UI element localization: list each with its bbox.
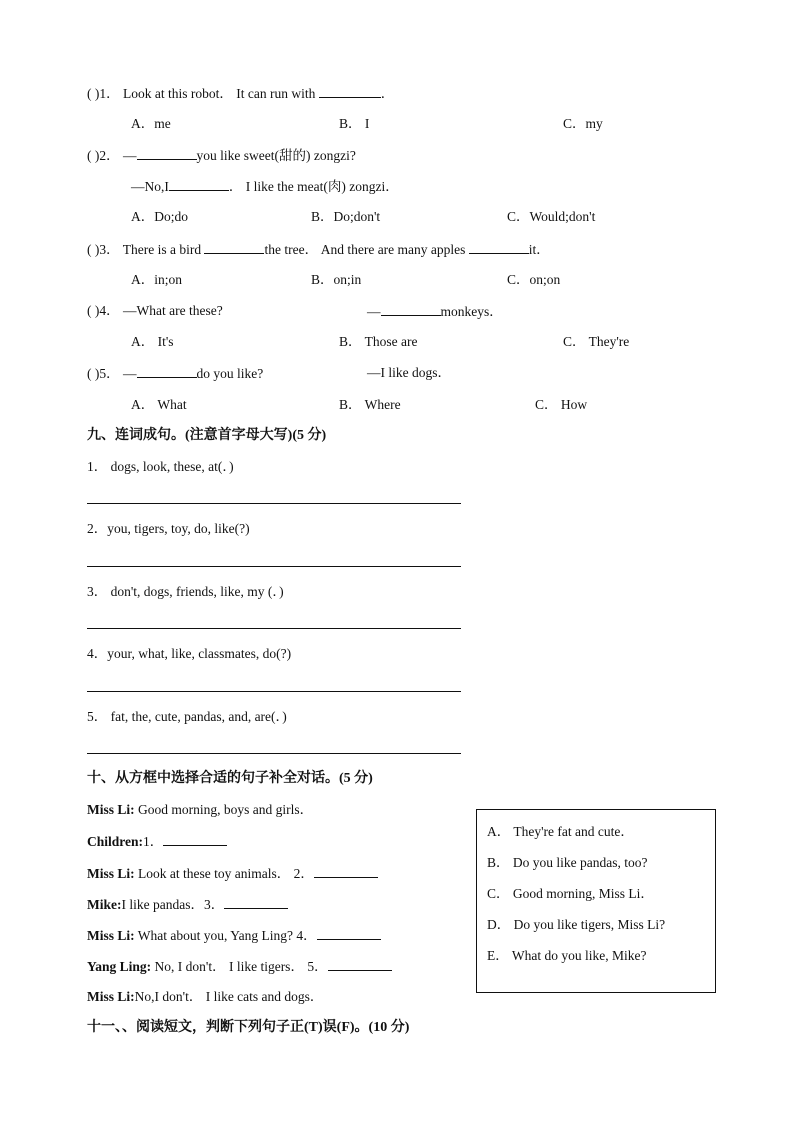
section-11-title: 十一、、阅读短文，判断下列句子正(T)误(F)。(10 分) bbox=[87, 1020, 410, 1035]
option-b[interactable]: B．on;in bbox=[311, 272, 362, 287]
answer-blank[interactable] bbox=[163, 832, 227, 846]
box-option-a: A． They're fat and cute． bbox=[487, 824, 634, 839]
option-c[interactable]: C． They're bbox=[563, 334, 630, 349]
speaker: Miss Li: bbox=[87, 928, 135, 943]
options-box bbox=[476, 809, 716, 993]
answer-blank[interactable] bbox=[137, 146, 197, 160]
option-a[interactable]: A．Do;do bbox=[131, 209, 188, 224]
section-10-title: 十、从方框中选择合适的句子补全对话。(5 分) bbox=[87, 771, 373, 786]
option-c[interactable]: C．on;on bbox=[507, 272, 561, 287]
question-5-reply: —I like dogs． bbox=[367, 365, 451, 380]
answer-paren[interactable]: ( ) bbox=[87, 366, 100, 381]
answer-blank[interactable] bbox=[204, 240, 264, 254]
question-stem: 1． Look at this robot． It can run with bbox=[99, 86, 319, 101]
option-c[interactable]: C． How bbox=[535, 397, 588, 412]
option-a[interactable]: A．me bbox=[131, 116, 171, 131]
box-option-e: E． What do you like, Mike? bbox=[487, 948, 647, 963]
option-a[interactable]: A． What bbox=[131, 397, 187, 412]
option-c[interactable]: C．Would;don't bbox=[507, 209, 596, 224]
question-2-line-2: —No,I ． I like the meat(肉) zongzi． bbox=[131, 179, 399, 194]
answer-blank[interactable] bbox=[224, 895, 288, 909]
dialogue-line-7: Miss Li:No,I don't． I like cats and dogs． bbox=[87, 989, 324, 1004]
question-4: ( )4． —What are these? bbox=[87, 303, 223, 318]
answer-blank[interactable] bbox=[328, 957, 392, 971]
reorder-item-1: 1． dogs, look, these, at(．) bbox=[87, 459, 234, 474]
option-b[interactable]: B．Do;don't bbox=[311, 209, 381, 224]
box-option-c: C． Good morning, Miss Li． bbox=[487, 886, 654, 901]
answer-blank[interactable] bbox=[314, 864, 378, 878]
speaker: Mike: bbox=[87, 897, 122, 912]
answer-paren[interactable]: ( ) bbox=[87, 303, 100, 318]
dialogue-line-4: Mike:I like pandas．3． bbox=[87, 895, 288, 914]
question-5: ( )5． — do you like? bbox=[87, 366, 264, 381]
speaker: Miss Li: bbox=[87, 989, 135, 1004]
option-b[interactable]: B． Where bbox=[339, 397, 401, 412]
answer-blank[interactable] bbox=[319, 84, 381, 98]
question-1: ( )1． Look at this robot． It can run with ． bbox=[87, 86, 395, 101]
box-option-d: D． Do you like tigers, Miss Li? bbox=[487, 917, 666, 932]
answer-blank[interactable] bbox=[317, 926, 381, 940]
answer-blank[interactable] bbox=[169, 177, 229, 191]
option-b[interactable]: B． I bbox=[339, 116, 370, 131]
answer-blank[interactable] bbox=[469, 240, 529, 254]
option-c[interactable]: C．my bbox=[563, 116, 603, 131]
dialogue-line-2: Children:1． bbox=[87, 832, 227, 851]
answer-blank[interactable] bbox=[137, 364, 197, 378]
reorder-item-4: 4．your, what, like, classmates, do(?) bbox=[87, 646, 292, 661]
answer-line-2[interactable] bbox=[87, 566, 461, 567]
answer-blank[interactable] bbox=[381, 302, 441, 316]
dialogue-line-3: Miss Li: Look at these toy animals． 2． bbox=[87, 864, 378, 883]
option-a[interactable]: A． It's bbox=[131, 334, 174, 349]
answer-line-5[interactable] bbox=[87, 753, 461, 754]
option-b[interactable]: B． Those are bbox=[339, 334, 418, 349]
speaker: Yang Ling: bbox=[87, 959, 152, 974]
answer-line-4[interactable] bbox=[87, 691, 461, 692]
reorder-item-2: 2．you, tigers, toy, do, like(?) bbox=[87, 521, 250, 536]
question-3: ( )3． There is a bird the tree． And there are many apples it． bbox=[87, 242, 550, 257]
reorder-item-3: 3． don't, dogs, friends, like, my (．) bbox=[87, 584, 284, 599]
speaker: Miss Li: bbox=[87, 802, 135, 817]
answer-line-1[interactable] bbox=[87, 503, 461, 504]
dialogue-line-6: Yang Ling: No, I don't． I like tigers． 5． bbox=[87, 957, 392, 976]
section-9-title: 九、连词成句。(注意首字母大写)(5 分) bbox=[87, 428, 327, 443]
question-4-reply: — monkeys． bbox=[367, 304, 503, 319]
speaker: Miss Li: bbox=[87, 866, 135, 881]
answer-paren[interactable]: ( ) bbox=[87, 86, 100, 101]
speaker: Children: bbox=[87, 834, 144, 849]
answer-paren[interactable]: ( ) bbox=[87, 242, 100, 257]
reorder-item-5: 5． fat, the, cute, pandas, and, are(．) bbox=[87, 709, 287, 724]
question-2: ( )2． — you like sweet(甜的) zongzi? bbox=[87, 148, 356, 163]
answer-paren[interactable]: ( ) bbox=[87, 148, 100, 163]
dialogue-line-1: Miss Li: Good morning, boys and girls． bbox=[87, 802, 314, 817]
answer-line-3[interactable] bbox=[87, 628, 461, 629]
box-option-b: B． Do you like pandas, too? bbox=[487, 855, 648, 870]
dialogue-line-5: Miss Li: What about you, Yang Ling? 4． bbox=[87, 926, 381, 945]
option-a[interactable]: A．in;on bbox=[131, 272, 183, 287]
